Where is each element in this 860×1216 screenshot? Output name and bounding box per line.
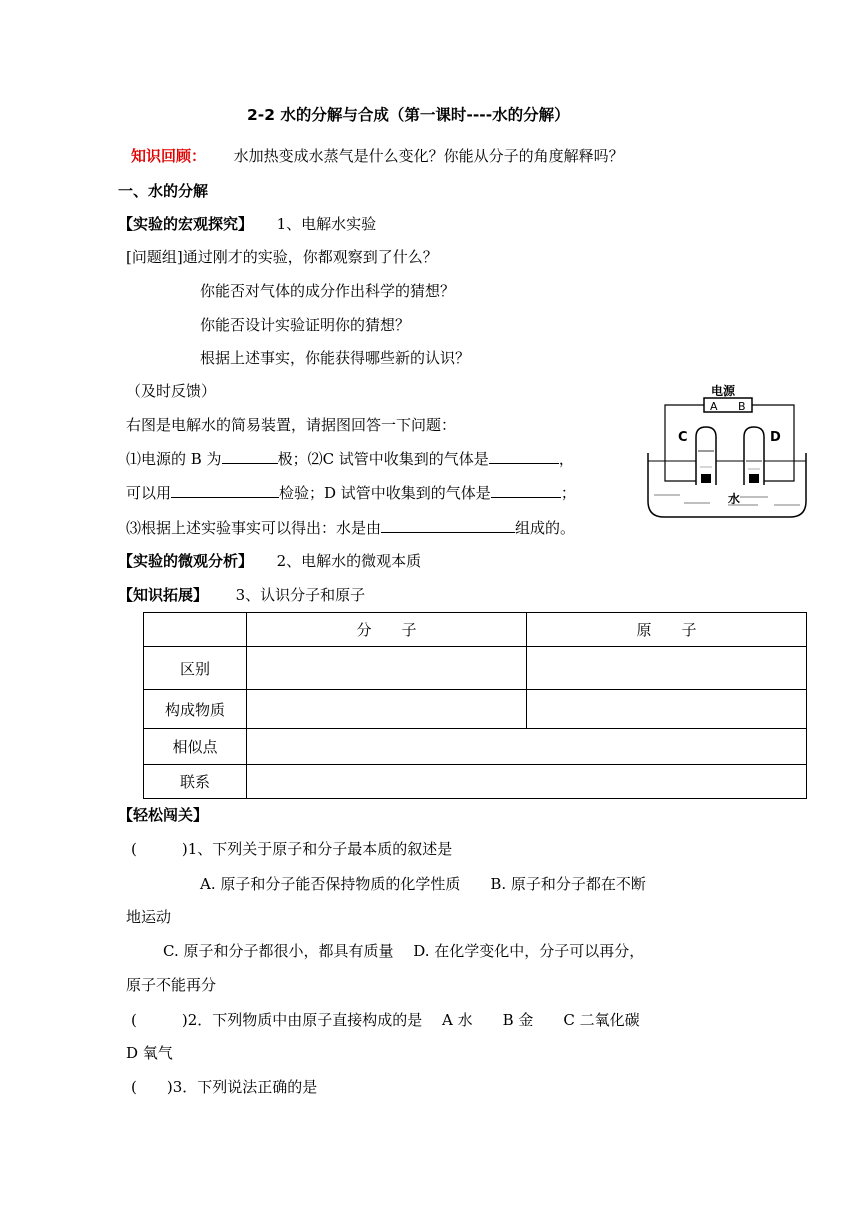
macro-line: [118, 214, 376, 234]
quiz-question-3: ( )3．下列说法正确的是: [131, 1078, 318, 1096]
section-heading: 一、水的分解: [118, 182, 209, 200]
table-row: [144, 647, 807, 690]
micro-item: 2、电解水的微观本质: [276, 552, 422, 570]
question-2: 你能否对气体的成分作出科学的猜想？: [200, 282, 456, 300]
electrode-c: [701, 474, 711, 483]
page-title: 2-2 水的分解与合成（第一课时----水的分解）: [247, 106, 570, 124]
terminal-a-label: A: [710, 400, 718, 413]
text-segment: ⑴电源的 B 为: [126, 450, 222, 468]
review-label: 知识回顾：: [131, 147, 207, 165]
text-segment: ；: [560, 484, 576, 502]
table-row: [144, 690, 807, 729]
quiz-label: 【轻松闯关】: [118, 806, 209, 824]
feedback-intro: 右图是电解水的简易装置，请据图回答一下问题：: [126, 416, 457, 434]
table-row: [144, 729, 807, 765]
table-row: [144, 613, 807, 647]
answer-blank[interactable]: [491, 483, 561, 498]
text-segment: 可以用: [126, 484, 172, 502]
extend-label: 【知识拓展】: [118, 586, 209, 604]
table-cell[interactable]: [247, 647, 527, 690]
micro-line: [118, 551, 421, 571]
terminal-b-label: B: [738, 400, 746, 413]
tube-d-label: D: [770, 430, 781, 445]
electrolysis-diagram: [640, 383, 810, 523]
text-segment: 检验；D 试管中收集到的气体是: [279, 484, 491, 502]
table-cell[interactable]: [247, 729, 807, 765]
table-row: [144, 765, 807, 799]
text-segment: ⑶根据上述实验事实可以得出：水是由: [126, 519, 382, 537]
micro-label: 【实验的微观分析】: [118, 552, 254, 570]
header-molecule: 分 子: [247, 613, 527, 647]
table-cell[interactable]: [247, 765, 807, 799]
text-segment: 组成的。: [515, 519, 576, 537]
table-cell[interactable]: [527, 690, 807, 729]
header-atom: 原 子: [527, 613, 807, 647]
row-label-relation: 联系: [144, 765, 247, 799]
quiz-q1-option-line-2: 地运动: [126, 908, 172, 926]
row-label-similarity: 相似点: [144, 729, 247, 765]
feedback-label: （及时反馈）: [126, 382, 217, 400]
quiz-q2-line-2: D 氧气: [126, 1044, 173, 1062]
answer-blank[interactable]: [381, 518, 515, 533]
answer-blank[interactable]: [489, 449, 559, 464]
quiz-question-2: ( )2．下列物质中由原子直接构成的是 A 水 B 金 C 二氧化碳: [131, 1011, 640, 1029]
feedback-line-3: [126, 518, 575, 538]
extend-item: 3、认识分子和原子: [235, 586, 366, 604]
answer-blank[interactable]: [222, 449, 278, 464]
question-3: 你能否设计实验证明你的猜想？: [200, 316, 411, 334]
quiz-q1-option-line-4: 原子不能再分: [126, 976, 217, 994]
feedback-line-2: [126, 483, 576, 503]
row-label-composition: 构成物质: [144, 690, 247, 729]
quiz-question-1: ( )1、下列关于原子和分子最本质的叙述是: [131, 840, 453, 858]
table-cell: [144, 613, 247, 647]
comparison-table: [143, 612, 807, 799]
text-segment: 极；⑵C 试管中收集到的气体是: [277, 450, 489, 468]
text-segment: ，: [558, 450, 574, 468]
water-container: [648, 453, 806, 517]
review-line: [131, 146, 624, 166]
tube-c-label: C: [678, 430, 688, 445]
table-cell[interactable]: [527, 647, 807, 690]
feedback-line-1: [126, 449, 574, 469]
quiz-q1-option-line-3: C. 原子和分子都很小，都具有质量 D. 在化学变化中，分子可以再分，: [163, 942, 645, 960]
electrode-d: [749, 474, 759, 483]
row-label-difference: 区别: [144, 647, 247, 690]
power-label: 电源: [711, 384, 736, 398]
question-1: [问题组]通过刚才的实验，你都观察到了什么？: [126, 248, 438, 266]
macro-item: 1、电解水实验: [276, 215, 377, 233]
extend-line: [118, 585, 365, 605]
table-cell[interactable]: [247, 690, 527, 729]
macro-label: 【实验的宏观探究】: [118, 215, 254, 233]
review-question: 水加热变成水蒸气是什么变化？你能从分子的角度解释吗？: [233, 147, 624, 165]
quiz-q1-option-line-1: A. 原子和分子能否保持物质的化学性质 B. 原子和分子都在不断: [200, 875, 646, 893]
answer-blank[interactable]: [171, 483, 279, 498]
question-4: 根据上述事实，你能获得哪些新的认识？: [200, 349, 471, 367]
water-label: 水: [728, 492, 741, 506]
